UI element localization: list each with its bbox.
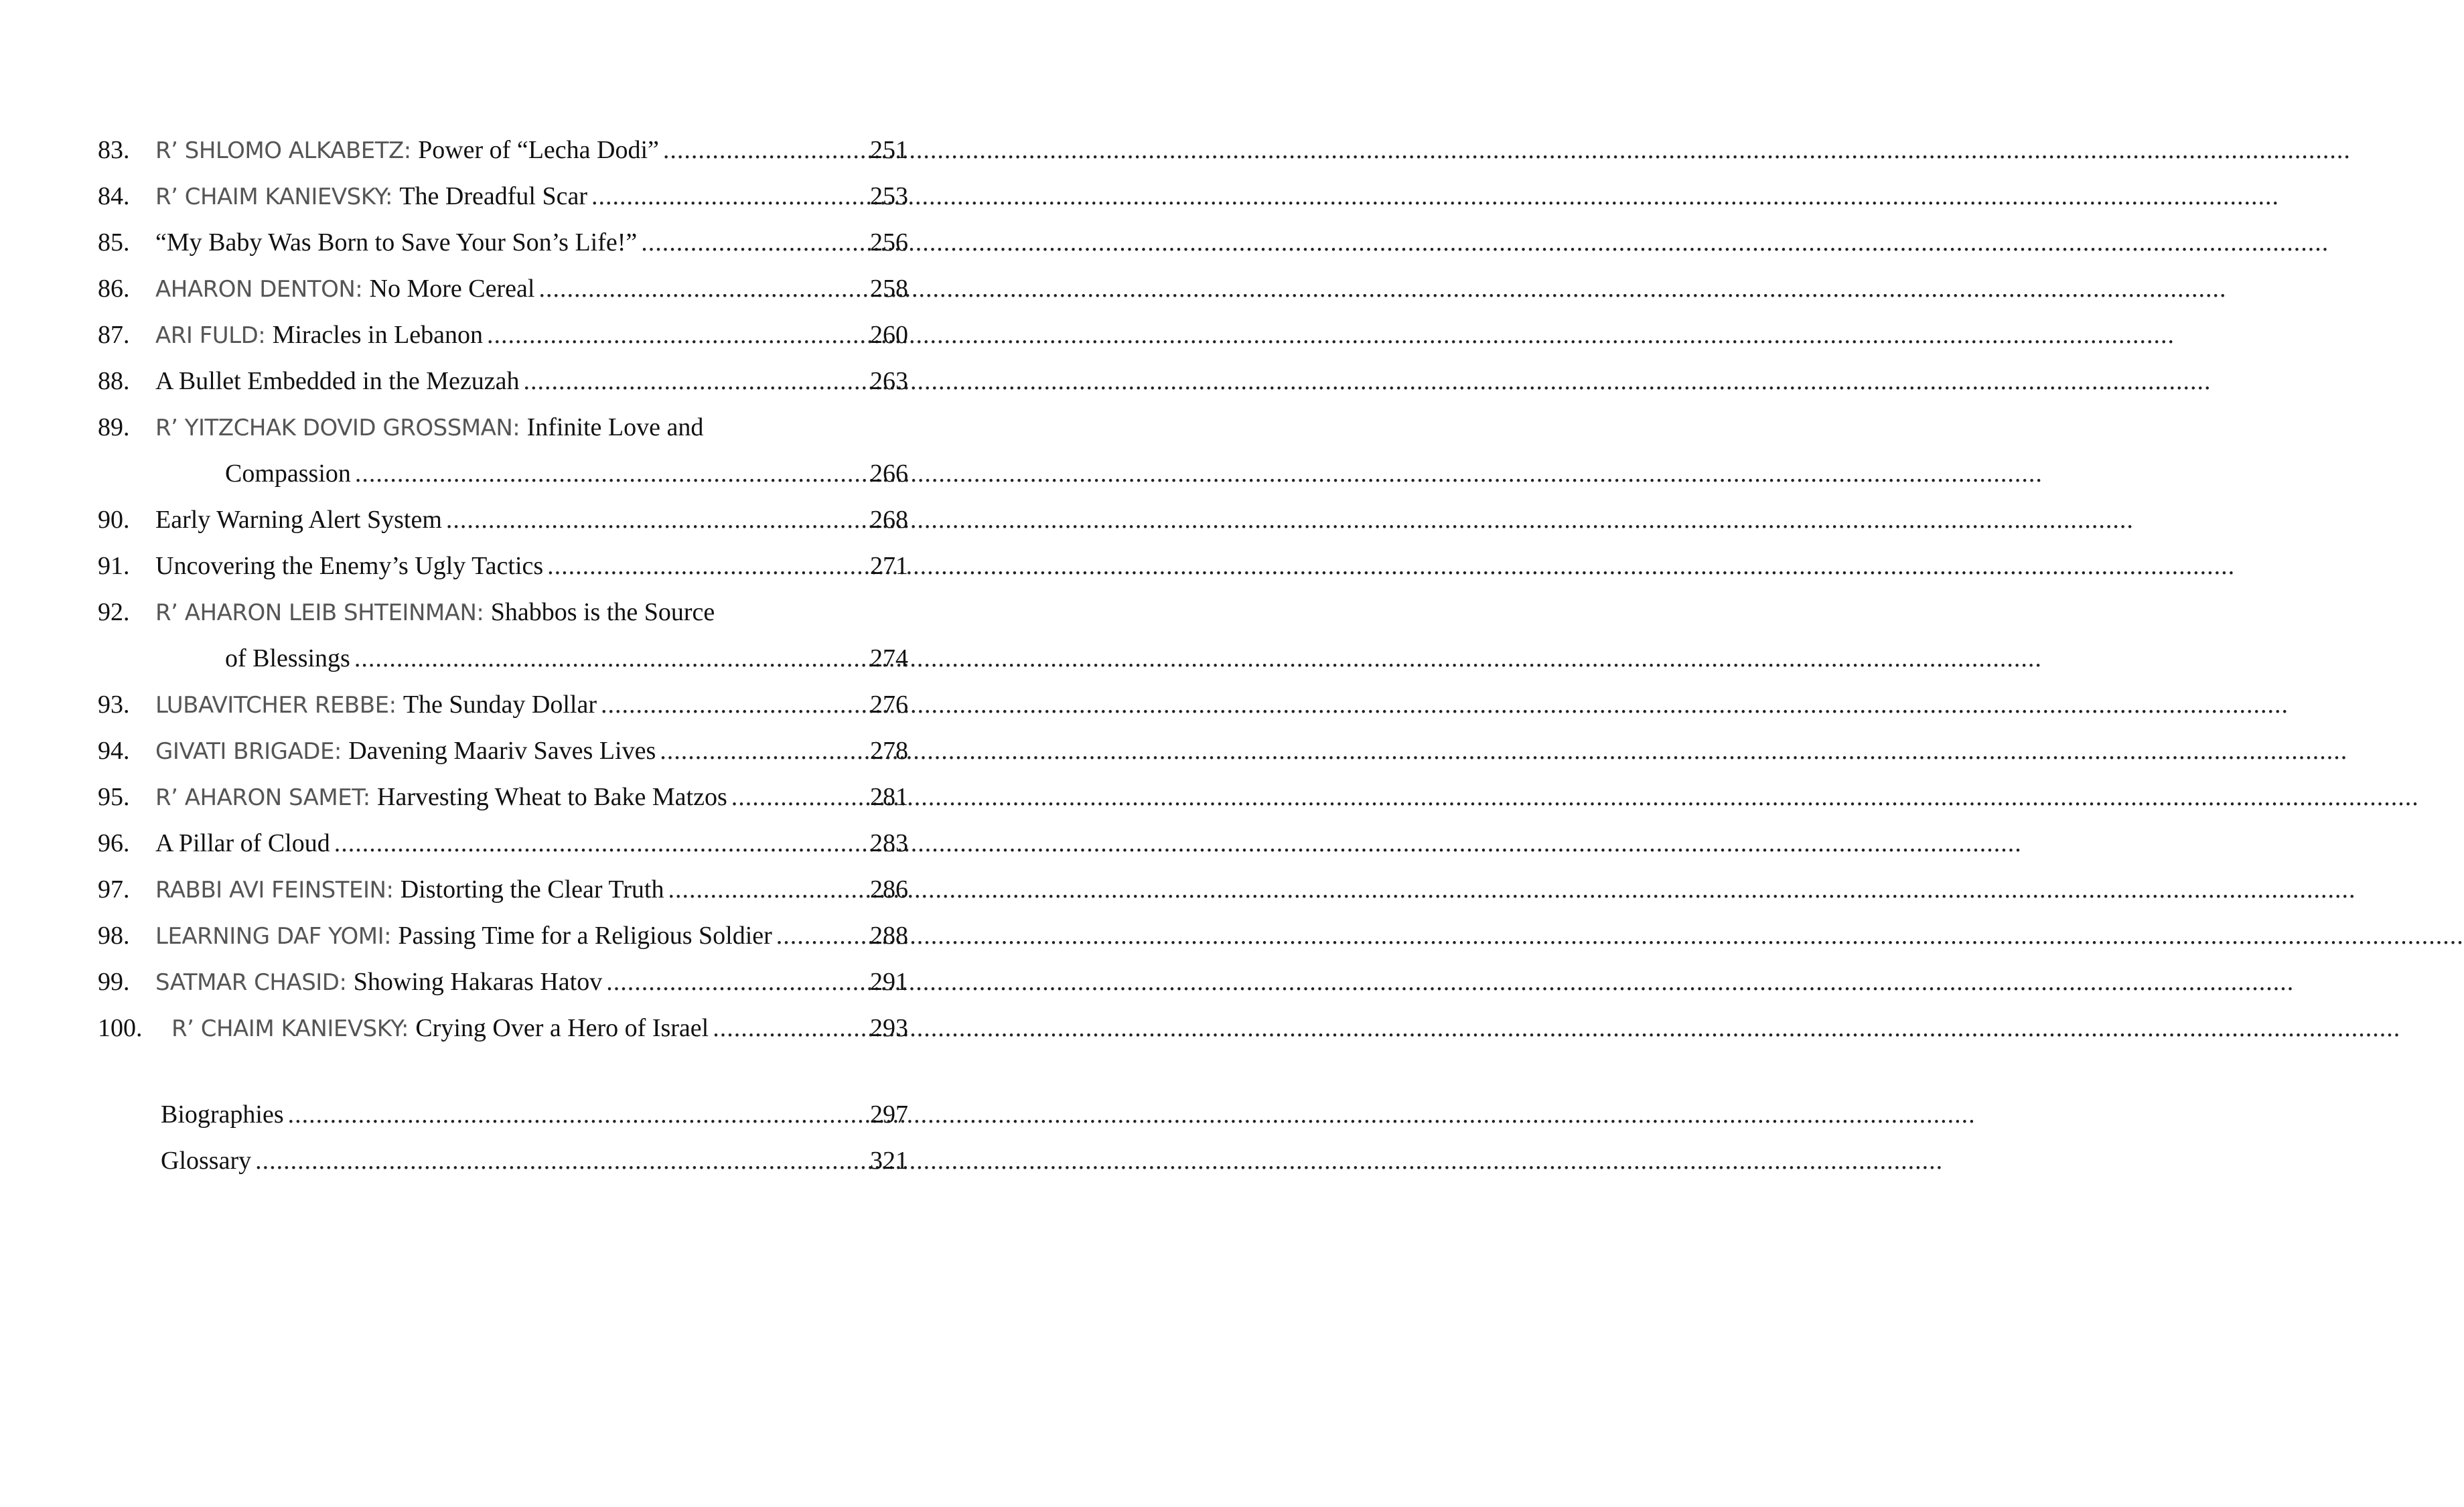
page-number: 288	[870, 922, 908, 950]
dot-leader	[288, 1092, 866, 1138]
entry-number: 93.	[98, 691, 130, 719]
entry-heading	[155, 959, 602, 1006]
page-number: 278	[870, 737, 908, 765]
entry-heading	[155, 266, 534, 313]
entry-number: 92.	[98, 598, 130, 626]
entry-number: 95.	[98, 783, 130, 811]
entry-subject: R’ YITZCHAK DOVID GROSSMAN:	[155, 415, 520, 441]
toc-entry-line	[98, 682, 908, 728]
toc-entry-line	[98, 358, 908, 405]
back-matter-entry[interactable]	[161, 1092, 908, 1138]
entry-number: 97.	[98, 875, 130, 904]
entry-heading	[155, 774, 727, 821]
dot-leader	[446, 497, 866, 543]
entry-subject: R’ CHAIM KANIEVSKY:	[155, 184, 393, 210]
toc-entry-line	[98, 543, 908, 589]
entry-title: Passing Time for a Religious Soldier	[398, 922, 772, 950]
toc-entry-line	[98, 312, 908, 358]
toc-entry-line	[98, 497, 908, 543]
entry-title-continuation: of Blessings	[225, 644, 350, 672]
entry-heading	[155, 497, 442, 543]
toc-entry[interactable]	[98, 127, 908, 173]
entry-number: 98.	[98, 922, 130, 950]
toc-entry[interactable]	[98, 682, 908, 728]
page-number: 258	[870, 275, 908, 303]
entry-heading	[171, 1005, 709, 1052]
page-number: 283	[870, 829, 908, 857]
entry-number: 87.	[98, 321, 130, 349]
entry-title: Shabbos is the Source	[490, 598, 715, 626]
entry-subject: ARI FULD:	[155, 322, 266, 349]
entry-number: 90.	[98, 506, 130, 534]
page-number: 297	[870, 1100, 908, 1129]
toc-entry-line	[98, 173, 908, 220]
toc-entry-line	[98, 589, 908, 636]
page-number: 286	[870, 875, 908, 904]
entry-title: Harvesting Wheat to Bake Matzos	[377, 783, 727, 811]
toc-entry-line	[98, 127, 908, 173]
toc-entry[interactable]	[98, 728, 908, 774]
entry-title: Miracles in Lebanon	[272, 321, 484, 349]
entry-title: Infinite Love and	[526, 413, 704, 441]
entry-subject: LUBAVITCHER REBBE:	[155, 692, 396, 719]
dot-leader	[487, 312, 866, 358]
entry-heading	[155, 543, 543, 589]
dot-leader	[523, 358, 866, 405]
toc-entry-line	[98, 220, 908, 266]
entry-subject: SATMAR CHASID:	[155, 969, 347, 996]
page-number: 260	[870, 321, 908, 349]
entry-number: 100.	[98, 1014, 143, 1042]
entry-title: The Dreadful Scar	[399, 182, 587, 210]
dot-leader	[355, 451, 866, 497]
toc-entry[interactable]	[98, 266, 908, 312]
entry-subject: GIVATI BRIGADE:	[155, 738, 342, 765]
page-number: 263	[870, 367, 908, 395]
toc-entry-line	[98, 774, 908, 820]
table-of-contents	[98, 127, 908, 1052]
toc-entry[interactable]	[98, 173, 908, 220]
entry-heading	[155, 728, 656, 775]
entry-number: 89.	[98, 413, 130, 441]
entry-title-continuation: Compassion	[225, 459, 351, 488]
entry-number: 83.	[98, 136, 130, 164]
toc-entry[interactable]	[98, 913, 908, 959]
dot-leader	[668, 867, 866, 913]
toc-entry[interactable]	[98, 405, 908, 497]
back-matter-title: Glossary	[161, 1147, 252, 1175]
dot-leader	[713, 1005, 866, 1052]
entry-number: 99.	[98, 968, 130, 996]
entry-subject: R’ SHLOMO ALKABETZ:	[155, 137, 411, 164]
entry-title: A Pillar of Cloud	[155, 829, 330, 857]
entry-title: Showing Hakaras Hatov	[353, 968, 603, 996]
page-number: 253	[870, 182, 908, 210]
entry-subject: R’ AHARON SAMET:	[155, 784, 370, 811]
toc-entry-line	[98, 820, 908, 867]
entry-heading	[155, 867, 664, 914]
page-number: 291	[870, 968, 908, 996]
entry-heading	[155, 312, 483, 359]
entry-number: 84.	[98, 182, 130, 210]
toc-entry[interactable]	[98, 220, 908, 266]
entry-subject: R’ AHARON LEIB SHTEINMAN:	[155, 599, 484, 626]
toc-entry[interactable]	[98, 774, 908, 820]
entry-heading	[155, 127, 659, 174]
entry-heading	[155, 682, 597, 729]
toc-entry-line	[98, 913, 908, 959]
entry-title: Uncovering the Enemy’s Ugly Tactics	[155, 552, 544, 580]
page-number: 321	[870, 1147, 908, 1175]
toc-entry[interactable]	[98, 820, 908, 867]
entry-title: Davening Maariv Saves Lives	[348, 737, 656, 765]
page-number: 268	[870, 506, 908, 534]
toc-entry[interactable]	[98, 959, 908, 1005]
page-number: 256	[870, 228, 908, 257]
page-number: 276	[870, 691, 908, 719]
toc-entry[interactable]	[98, 312, 908, 358]
entry-number: 88.	[98, 367, 130, 395]
toc-entry-line	[98, 959, 908, 1005]
entry-heading	[155, 405, 703, 451]
entry-title: The Sunday Dollar	[403, 691, 597, 719]
back-matter-entry[interactable]	[161, 1138, 908, 1184]
entry-subject: LEARNING DAF YOMI:	[155, 923, 392, 950]
entry-subject: R’ CHAIM KANIEVSKY:	[171, 1015, 409, 1042]
entry-title: Crying Over a Hero of Israel	[415, 1014, 709, 1042]
entry-heading	[155, 820, 330, 867]
entry-heading	[155, 220, 637, 266]
entry-heading	[155, 358, 519, 405]
back-matter-list	[161, 1092, 908, 1184]
entry-title: Early Warning Alert System	[155, 506, 442, 534]
dot-leader	[538, 266, 866, 312]
entry-number: 86.	[98, 275, 130, 303]
toc-entry-line	[98, 405, 908, 451]
entry-title: No More Cereal	[369, 275, 535, 303]
page-number: 271	[870, 552, 908, 580]
toc-entry-line	[98, 1005, 908, 1052]
toc-entry-continuation	[98, 636, 908, 682]
page-number: 281	[870, 783, 908, 811]
entry-number: 94.	[98, 737, 130, 765]
entry-title: A Bullet Embedded in the Mezuzah	[155, 367, 520, 395]
back-matter-title: Biographies	[161, 1100, 284, 1129]
dot-leader	[660, 728, 866, 774]
entry-number: 96.	[98, 829, 130, 857]
entry-heading	[155, 589, 715, 636]
toc-entry[interactable]	[98, 497, 908, 543]
entry-subject: AHARON DENTON:	[155, 276, 363, 303]
dot-leader	[334, 820, 866, 867]
dot-leader	[663, 127, 866, 173]
dot-leader	[591, 173, 866, 220]
page-number: 274	[870, 644, 908, 672]
dot-leader	[606, 959, 866, 1005]
toc-entry[interactable]	[98, 358, 908, 405]
dot-leader	[776, 913, 866, 959]
dot-leader	[354, 636, 866, 682]
toc-entry-continuation	[98, 451, 908, 497]
entry-heading	[155, 173, 587, 220]
entry-heading	[155, 913, 772, 960]
toc-entry-line	[98, 867, 908, 913]
entry-number: 85.	[98, 228, 130, 257]
dot-leader	[601, 682, 866, 728]
dot-leader	[255, 1138, 866, 1184]
entry-number: 91.	[98, 552, 130, 580]
toc-entry[interactable]	[98, 589, 908, 682]
toc-entry-line	[98, 728, 908, 774]
page-number: 266	[870, 459, 908, 488]
toc-entry-line	[98, 266, 908, 312]
entry-title: Distorting the Clear Truth	[400, 875, 664, 904]
toc-entry[interactable]	[98, 867, 908, 913]
toc-entry[interactable]	[98, 1005, 908, 1052]
page-number: 293	[870, 1014, 908, 1042]
page-number: 251	[870, 136, 908, 164]
entry-subject: RABBI AVI FEINSTEIN:	[155, 877, 394, 904]
entry-title: Power of “Lecha Dodi”	[418, 136, 659, 164]
entry-title: “My Baby Was Born to Save Your Son’s Life!”	[155, 228, 638, 257]
toc-entry[interactable]	[98, 543, 908, 589]
dot-leader	[641, 220, 866, 266]
dot-leader	[731, 774, 866, 820]
dot-leader	[547, 543, 866, 589]
